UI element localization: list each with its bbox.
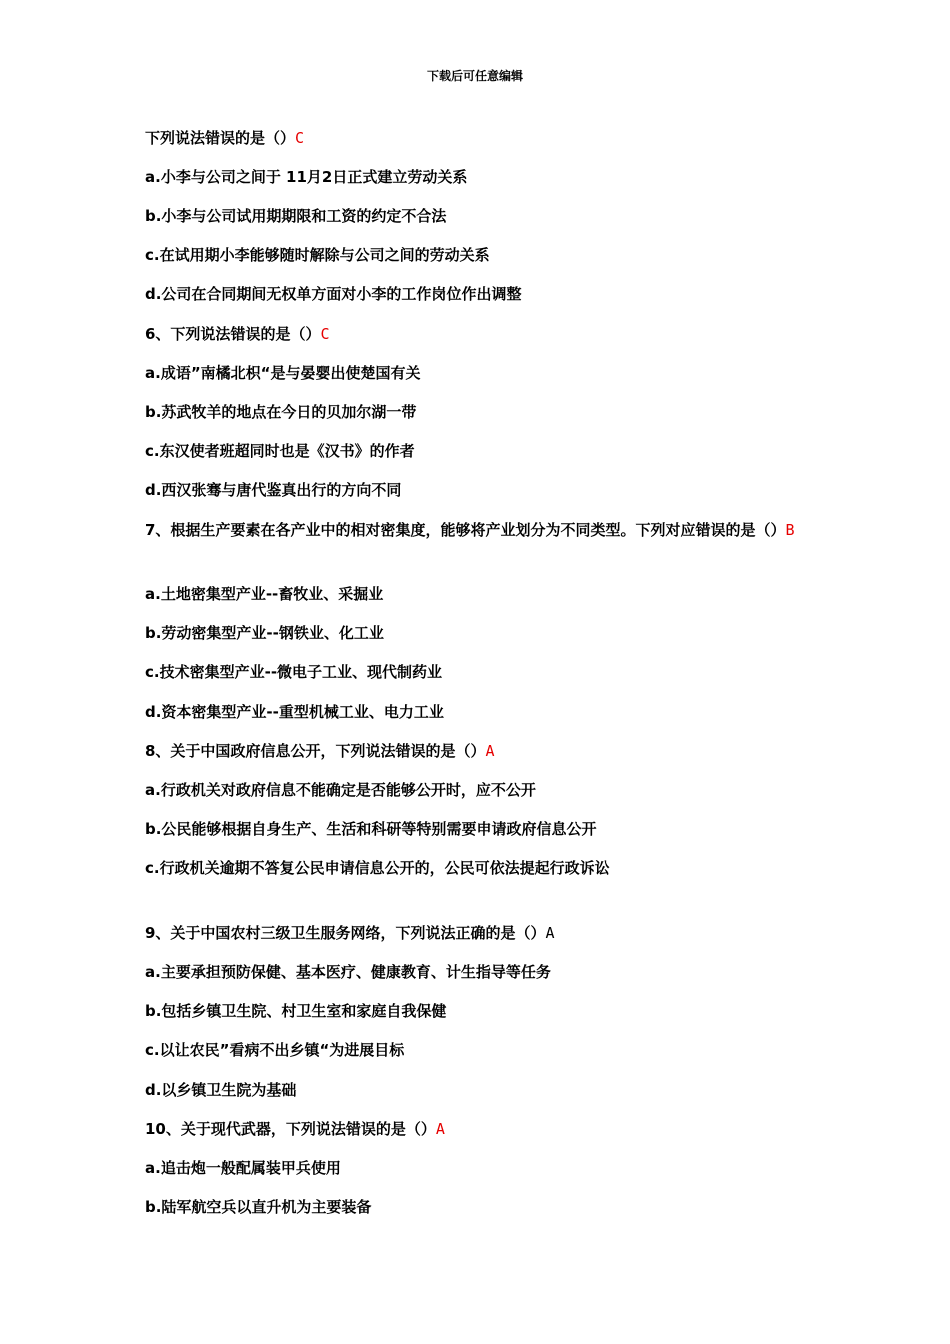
question-stem: 6、下列说法错误的是（）C: [145, 325, 330, 343]
answer-letter: B: [785, 521, 795, 539]
option-line: c.技术密集型产业--微电子工业、现代制药业: [145, 663, 443, 681]
option-line: d.公司在合同期间无权单方面对小李的工作岗位作出调整: [145, 285, 522, 303]
option-line: a.行政机关对政府信息不能确定是否能够公开时，应不公开: [145, 781, 536, 799]
answer-letter: A: [485, 742, 495, 760]
option-line: c.东汉使者班超同时也是《汉书》的作者: [145, 442, 415, 460]
option-line: c.行政机关逾期不答复公民申请信息公开的，公民可依法提起行政诉讼: [145, 859, 610, 877]
option-line: d.西汉张骞与唐代鉴真出行的方向不同: [145, 481, 402, 499]
option-line: a.追击炮一般配属装甲兵使用: [145, 1159, 341, 1177]
option-line: a.小李与公司之间于 11月2日正式建立劳动关系: [145, 168, 468, 186]
option-line: b.包括乡镇卫生院、村卫生室和家庭自我保健: [145, 1002, 447, 1020]
option-line: b.小李与公司试用期期限和工资的约定不合法: [145, 207, 447, 225]
question-stem: 下列说法错误的是（）C: [145, 129, 305, 147]
answer-letter: C: [320, 325, 330, 343]
option-line: a.主要承担预防保健、基本医疗、健康教育、计生指导等任务: [145, 963, 551, 981]
option-line: c.在试用期小李能够随时解除与公司之间的劳动关系: [145, 246, 490, 264]
answer-letter: A: [435, 1120, 445, 1138]
question-stem: 9、关于中国农村三级卫生服务网络，下列说法正确的是（）A: [145, 924, 555, 942]
option-line: d.以乡镇卫生院为基础: [145, 1081, 297, 1099]
option-line: b.劳动密集型产业--钢铁业、化工业: [145, 624, 384, 642]
question-stem: 7、根据生产要素在各产业中的相对密集度，能够将产业划分为不同类型。下列对应错误的是（）B: [145, 521, 795, 539]
option-line: a.成语”南橘北枳“是与晏婴出使楚国有关: [145, 364, 421, 382]
question-stem: 8、关于中国政府信息公开，下列说法错误的是（）A: [145, 742, 495, 760]
answer-letter: A: [545, 924, 555, 942]
option-line: a.土地密集型产业--畜牧业、采掘业: [145, 585, 384, 603]
option-line: b.苏武牧羊的地点在今日的贝加尔湖一带: [145, 403, 417, 421]
page-header: 下载后可任意编辑: [426, 69, 523, 83]
option-line: b.陆军航空兵以直升机为主要装备: [145, 1198, 372, 1216]
option-line: b.公民能够根据自身生产、生活和科研等特别需要申请政府信息公开: [145, 820, 597, 838]
question-stem: 10、关于现代武器，下列说法错误的是（）A: [145, 1120, 445, 1138]
answer-letter: C: [295, 129, 305, 147]
option-line: d.资本密集型产业--重型机械工业、电力工业: [145, 703, 444, 721]
option-line: c.以让农民”看病不出乡镇“为进展目标: [145, 1041, 405, 1059]
